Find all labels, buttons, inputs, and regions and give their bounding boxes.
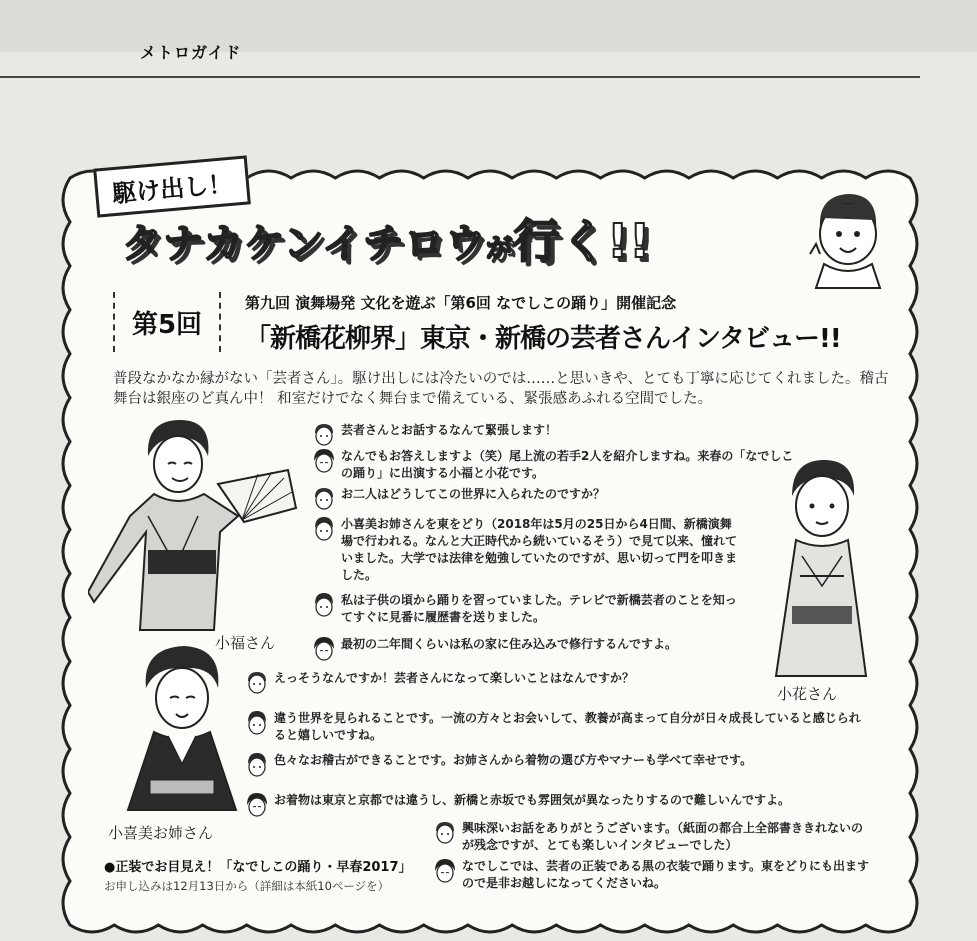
kakedashi-tag: 駆け出し！ (93, 155, 251, 217)
caption-kohana: 小花さん (777, 685, 838, 703)
dialogue-line (313, 592, 743, 626)
article-headline: 「新橋花柳界」東京・新橋の芸者さんインタビュー!! (245, 324, 841, 354)
dialogue-line (434, 858, 870, 892)
dialogue-text: 色々なお稽古ができることです。お姉さんから着物の選び方やマナーも学べて幸せです。 (274, 753, 753, 767)
dialogue-line (246, 792, 886, 817)
onesan-face-icon (434, 859, 456, 883)
dialogue-line (313, 516, 743, 584)
onesan-face-icon (313, 637, 335, 661)
caption-kofuku: 小福さん (215, 634, 276, 652)
dialogue-line (434, 820, 870, 854)
dialogue-text: お二人はどうしてこの世界に入られたのですか？ (341, 487, 606, 501)
column-title (122, 205, 651, 271)
dialogue-text: なでしこでは、芸者の正装である黒の衣装で踊ります。東をどりにも出ますので是非お越しになってくださいね。 (462, 859, 870, 890)
notice-title: ●正装でお目見え！「なでしこの踊り・早春2017」 (104, 860, 412, 875)
column-title-particle: が (486, 234, 514, 264)
dialogue-line (246, 752, 866, 777)
dialogue-text: お着物は東京と京都では違うし、新橋と赤坂でも雰囲気が異なったりするので難しいんですよ。 (274, 793, 791, 807)
dialogue-line (313, 486, 763, 511)
onesan-face-icon (313, 449, 335, 473)
tanaka-face-icon (246, 671, 268, 695)
section-name: メトロガイド (140, 43, 242, 62)
dialogue-text: 小喜美お姉さんを東をどり（2018年は5月の25日から4日間、新橋演舞場で行われる。なんと大正時代から続いているそう）で見て以来、憧れていました。大学では法律を勉強していたのですが、思い切って門を叩きました。 (341, 517, 738, 582)
notice-detail: お申し込みは12月13日から（詳細は本紙10ページを） (104, 879, 390, 893)
dialogue-text: 興味深いお話をありがとうございます。（紙面の都合上全部書ききれないのが残念ですが、とても楽しいインタビューでした） (462, 821, 864, 852)
tanaka-face-icon (313, 487, 335, 511)
tanaka-face-icon (434, 821, 456, 845)
dialogue-text: なんでもお答えしますよ（笑）尾上流の若手2人を紹介しますね。来春の「なでしこの踊り」に出演する小福と小花です。 (341, 449, 794, 480)
geisha-face-icon (246, 711, 268, 735)
dialogue-line (313, 448, 803, 482)
geisha-face-icon (313, 593, 335, 617)
dialogue-text: 違う世界を見られることです。一流の方々とお会いして、教養が高まって自分が日々成長していると感じられると嬉しいですね。 (274, 711, 861, 742)
column-title-verb: 行く!! (513, 214, 652, 268)
issue-number: 第5回 (113, 292, 221, 352)
tanaka-face-icon (313, 423, 335, 447)
geisha-face-icon (246, 753, 268, 777)
onesan-illustration (118, 640, 248, 820)
geisha-face-icon (313, 517, 335, 541)
event-notice (104, 856, 424, 894)
kohana-illustration (762, 456, 882, 686)
onesan-face-icon (246, 793, 268, 817)
dialogue-line (246, 670, 736, 695)
column-title-name: タナカケンイチロウ (122, 221, 487, 267)
intro-paragraph: 普段なかなか縁がない「芸者さん」。駆け出しには冷たいのでは……と思いきや、とても丁寧に応じてくれました。稽古舞台は銀座のど真ん中！ 和室だけでなく舞台まで備えている、緊張感あふれる空間でした。 (113, 371, 889, 407)
kofuku-illustration (88, 412, 303, 644)
author-illustration (800, 182, 890, 290)
dialogue-text: 芸者さんとお話するなんて緊張します！ (341, 423, 558, 437)
dialogue-line (313, 422, 763, 447)
dialogue-line (246, 710, 866, 744)
dialogue-text: えっそうなんですか！芸者さんになって楽しいことはなんですか？ (274, 671, 635, 685)
dialogue-text: 最初の二年間くらいは私の家に住み込みで修行するんですよ。 (341, 637, 678, 651)
event-subtitle: 第九回 演舞場発 文化を遊ぶ「第6回 なでしこの踊り」開催記念 (245, 294, 677, 312)
caption-onesan: 小喜美お姉さん (108, 824, 214, 842)
dialogue-line (313, 636, 753, 661)
dialogue-text: 私は子供の頃から踊りを習っていました。テレビで新橋芸者のことを知ってすぐに見番に履歴書を送りました。 (341, 593, 737, 624)
